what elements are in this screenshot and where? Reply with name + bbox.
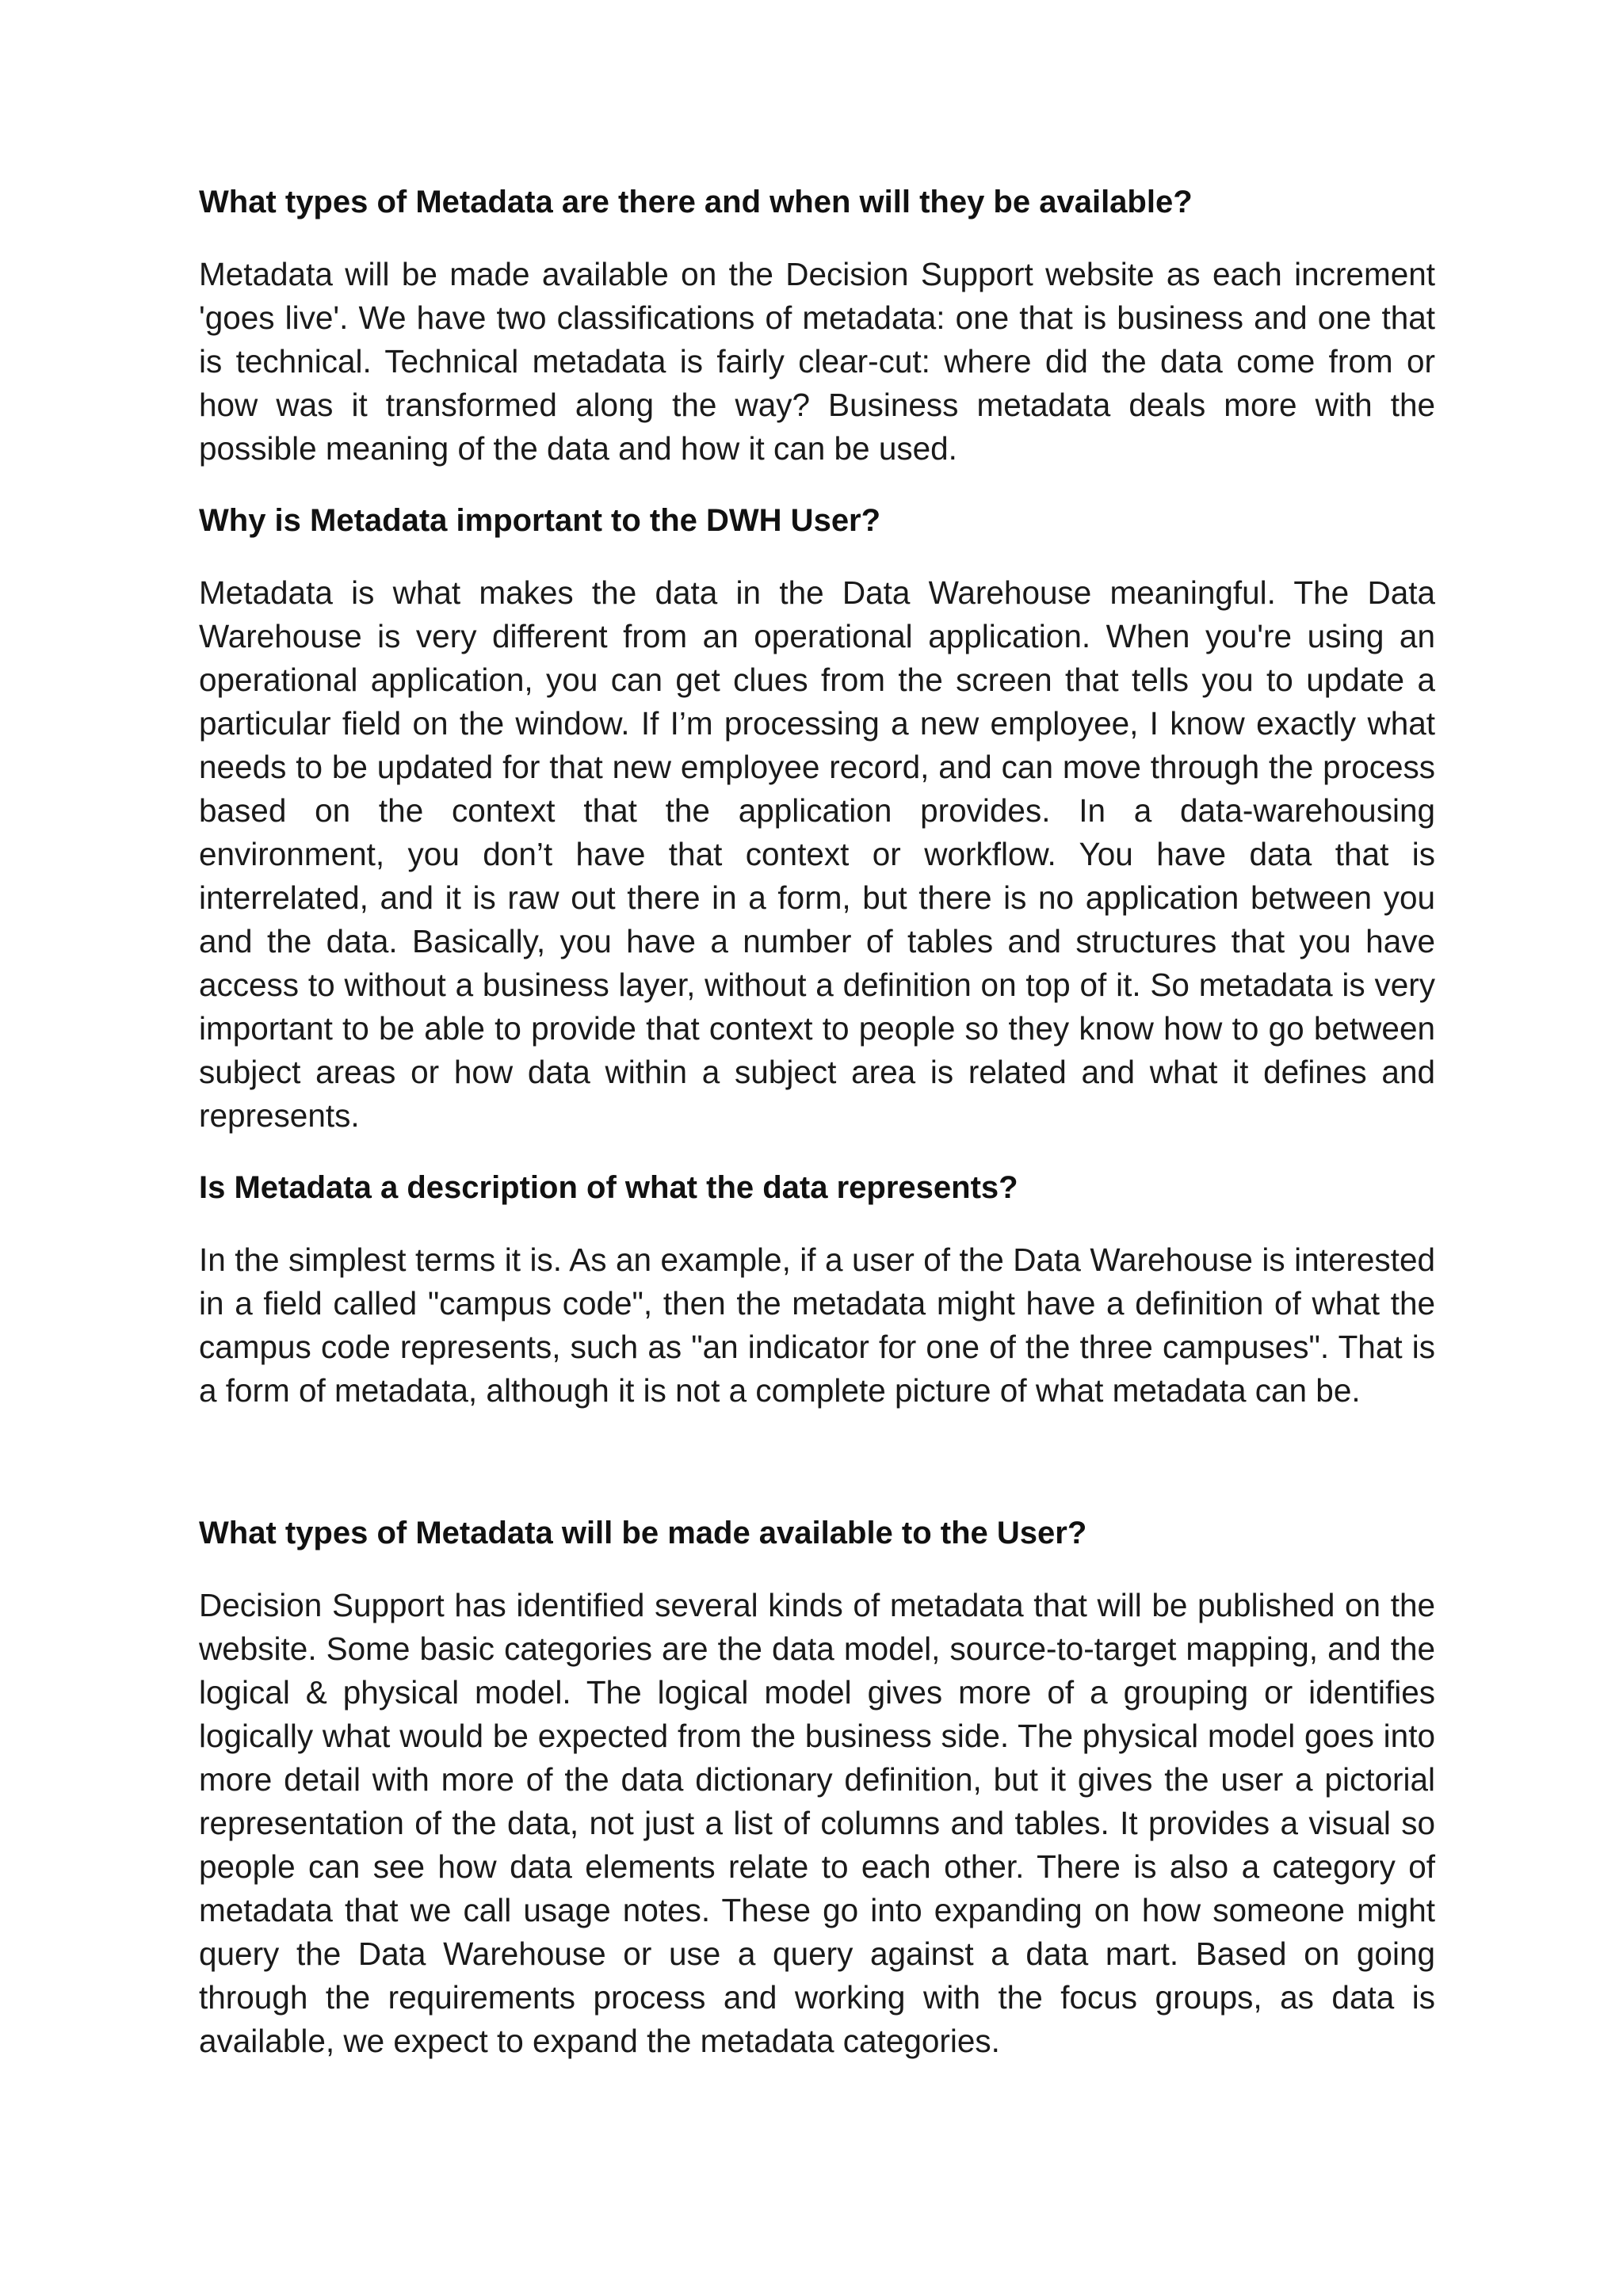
section-spacer: [199, 1138, 1435, 1166]
faq-section-importance: [199, 499, 1435, 1138]
faq-section-description: [199, 1166, 1435, 1413]
section-heading: What types of Metadata will be made available to the User?: [199, 1516, 1087, 1550]
section-heading: Why is Metadata important to the DWH User?: [199, 503, 881, 538]
section-body: In the simplest terms it is. As an example, if a user of the Data Warehouse is interested in a field called "campus code", then the metadata might have a definition of what the campus code represents, such as "an indicator for one of the three campuses". That is a form of metadata, although it is not a complete picture of what metadata can be.: [199, 1241, 1435, 1409]
document-page: [199, 181, 1435, 2063]
faq-section-metadata-types: [199, 181, 1435, 471]
section-body: Decision Support has identified several kinds of metadata that will be published on the website. Some basic categories are the data model, source-to-target mapping, and the logical & physical model. The logical model gives more of a grouping or identifies logically what would be expected from the business side. The physical model goes into more detail with more of the data dictionary definition, but it gives the user a pictorial representation of the data, not just a list of columns and tables. It provides a visual so people can see how data elements relate to each other. There is also a category of metadata that we call usage notes. These go into expanding on how someone might query the Data Warehouse or use a query against a data mart. Based on going through the requirements process and working with the focus groups, as data is available, we expect to expand the metadata categories.: [199, 1587, 1435, 2059]
section-body: Metadata is what makes the data in the Data Warehouse meaningful. The Data Warehouse is very different from an operational application. When you're using an operational application, you can get clues from the screen that tells you to update a particular field on the window. If I’m processing a new employee, I know exactly what needs to be updated for that new employee record, and can move through the process based on the context that the application provides. In a data-warehousing environment, you don’t have that context or workflow. You have data that is interrelated, and it is raw out there in a form, but there is no application between you and the data. Basically, you have a number of tables and structures that you have access to without a business layer, without a definition on top of it. So metadata is very important to be able to provide that context to people so they know how to go between subject areas or how data within a subject area is related and what it defines and represents.: [199, 574, 1435, 1134]
section-spacer: [199, 471, 1435, 499]
section-spacer: [199, 1413, 1435, 1512]
section-body: Metadata will be made available on the Decision Support website as each increment 'goes live'. We have two classifications of metadata: one that is business and one that is technical. Technical metadata is fairly clear-cut: where did the data come from or how was it transformed along the way? Business metadata deals more with the possible meaning of the data and how it can be used.: [199, 256, 1435, 467]
faq-section-available-types: [199, 1512, 1435, 2063]
section-heading: What types of Metadata are there and when will they be available?: [199, 185, 1193, 219]
section-heading: Is Metadata a description of what the data represents?: [199, 1170, 1018, 1205]
